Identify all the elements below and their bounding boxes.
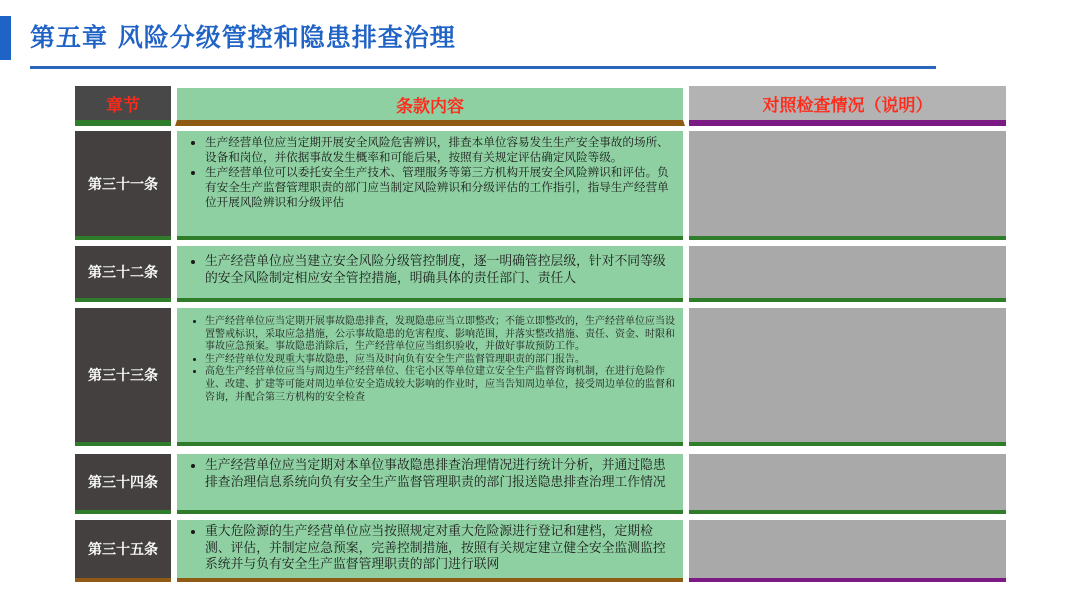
check-cell[interactable] [689,454,1006,514]
clause-item: • 高危生产经营单位应当与周边生产经营单位、住宅小区等单位建立安全生产监督咨询机制，在进行危险作业、改建、扩建等可能对周边单位安全造成较大影响的作业时，应当告知周边单位，接受周边单位的监督和咨询，并配合第三方机构的安全检查 [205,366,675,404]
clause-content [177,246,683,302]
clause-item: • 生产经营单位应当定期开展安全风险危害辨识，排查本单位容易发生生产安全事故的场所、设备和岗位，并依据事故发生概率和可能后果，按照有关规定评估确定风险等级。 [205,135,675,165]
clause-content [177,308,683,446]
clause-content [177,454,683,514]
section-cell: 第三十一条 [75,131,171,240]
check-cell[interactable] [689,131,1006,240]
section-cell: 第三十二条 [75,246,171,302]
header-check: 对照检查情况（说明） [689,86,1006,126]
clause-item: • 生产经营单位发现重大事故隐患，应当及时向负有安全生产监督管理职责的部门报告。 [205,354,675,367]
clause-item: • 生产经营单位应当定期开展事故隐患排查，发现隐患应当立即整改；不能立即整改的，生产经营单位应当设置警戒标识，采取应急措施，公示事故隐患的危害程度、影响范围，并落实整改措施、责任、资金、时限和事故应急预案。事故隐患消除后，生产经营单位应当组织验收，并做好事故预防工作。 [205,316,675,354]
section-cell: 第三十四条 [75,454,171,514]
clause-content [177,131,683,240]
section-cell: 第三十三条 [75,308,171,446]
check-cell[interactable] [689,246,1006,302]
title-divider [30,66,936,69]
check-cell[interactable] [689,308,1006,446]
check-cell[interactable] [689,520,1006,582]
clause-item: • 生产经营单位应当建立安全风险分级管控制度，逐一明确管控层级，针对不同等级的安全风险制定相应安全管控措施，明确具体的责任部门、责任人 [205,254,675,287]
clause-item: • 生产经营单位可以委托安全生产技术、管理服务等第三方机构开展安全风险辨识和评估。负有安全生产监督管理职责的部门应当制定风险辨识和分级评估的工作指引，指导生产经营单位开展风险辨识和分级评估 [205,165,675,210]
clause-content [177,520,683,582]
header-section: 章节 [75,86,171,126]
clause-item: • 生产经营单位应当定期对本单位事故隐患排查治理情况进行统计分析，并通过隐患排查治理信息系统向负有安全生产监督管理职责的部门报送隐患排查治理工作情况 [205,458,675,491]
header-content: 条款内容 [175,86,685,126]
section-cell: 第三十五条 [75,520,171,582]
title-accent-bar [0,16,11,60]
page-title: 第五章 风险分级管控和隐患排查治理 [30,23,456,52]
clause-item: • 重大危险源的生产经营单位应当按照规定对重大危险源进行登记和建档，定期检测、评估，并制定应急预案，完善控制措施，按照有关规定建立健全安全监测监控系统并与负有安全生产监督管理职责的部门进行联网 [205,524,675,574]
